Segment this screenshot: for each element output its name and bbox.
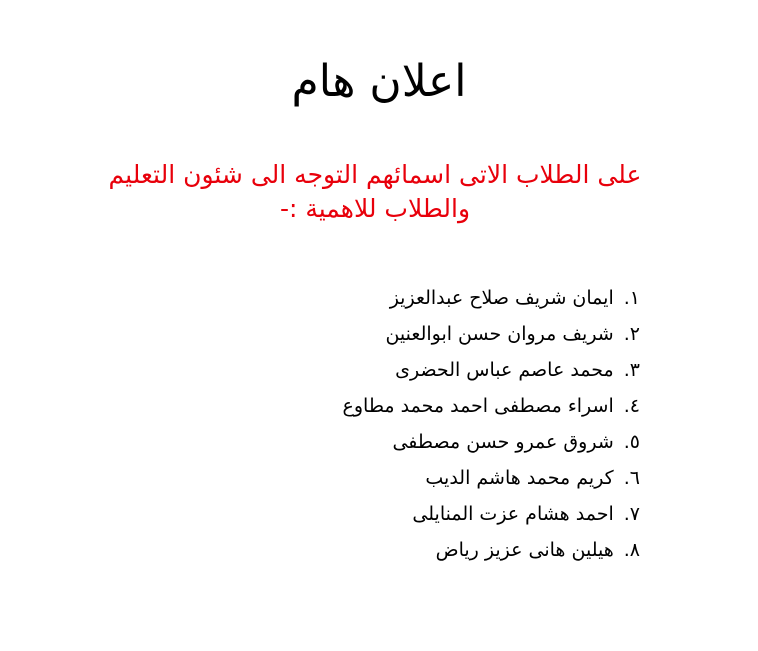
announcement-title: اعلان هام bbox=[291, 56, 467, 107]
item-number: ٥. bbox=[623, 431, 640, 453]
item-number: ٨. bbox=[623, 539, 640, 561]
item-number: ٢. bbox=[623, 323, 640, 345]
list-item bbox=[343, 352, 640, 388]
student-name: احمد هشام عزت المنايلى bbox=[412, 503, 614, 525]
subtitle-line-2: والطلاب للاهمية :- bbox=[279, 194, 471, 223]
list-item bbox=[343, 424, 640, 460]
student-name: ايمان شريف صلاح عبدالعزيز bbox=[389, 287, 614, 309]
item-number: ٧. bbox=[623, 503, 640, 525]
student-name: هيلين هانى عزيز رياض bbox=[435, 539, 614, 561]
list-item bbox=[343, 388, 640, 424]
list-item bbox=[343, 460, 640, 496]
list-item bbox=[343, 532, 640, 568]
list-item bbox=[343, 280, 640, 316]
student-name: كريم محمد هاشم الديب bbox=[425, 467, 614, 489]
item-number: ١. bbox=[623, 287, 640, 309]
list-item bbox=[343, 496, 640, 532]
student-name: محمد عاصم عباس الحضرى bbox=[395, 359, 614, 381]
announcement-subtitle bbox=[90, 158, 660, 226]
student-name: شريف مروان حسن ابوالعنين bbox=[385, 323, 614, 345]
list-item bbox=[343, 316, 640, 352]
subtitle-line-1: على الطلاب الاتى اسمائهم التوجه الى شئون التعليم bbox=[108, 160, 642, 189]
student-name: شروق عمرو حسن مصطفى bbox=[392, 431, 614, 453]
item-number: ٦. bbox=[623, 467, 640, 489]
student-list bbox=[343, 280, 640, 568]
item-number: ٤. bbox=[623, 395, 640, 417]
item-number: ٣. bbox=[623, 359, 640, 381]
student-name: اسراء مصطفى احمد محمد مطاوع bbox=[342, 395, 614, 417]
